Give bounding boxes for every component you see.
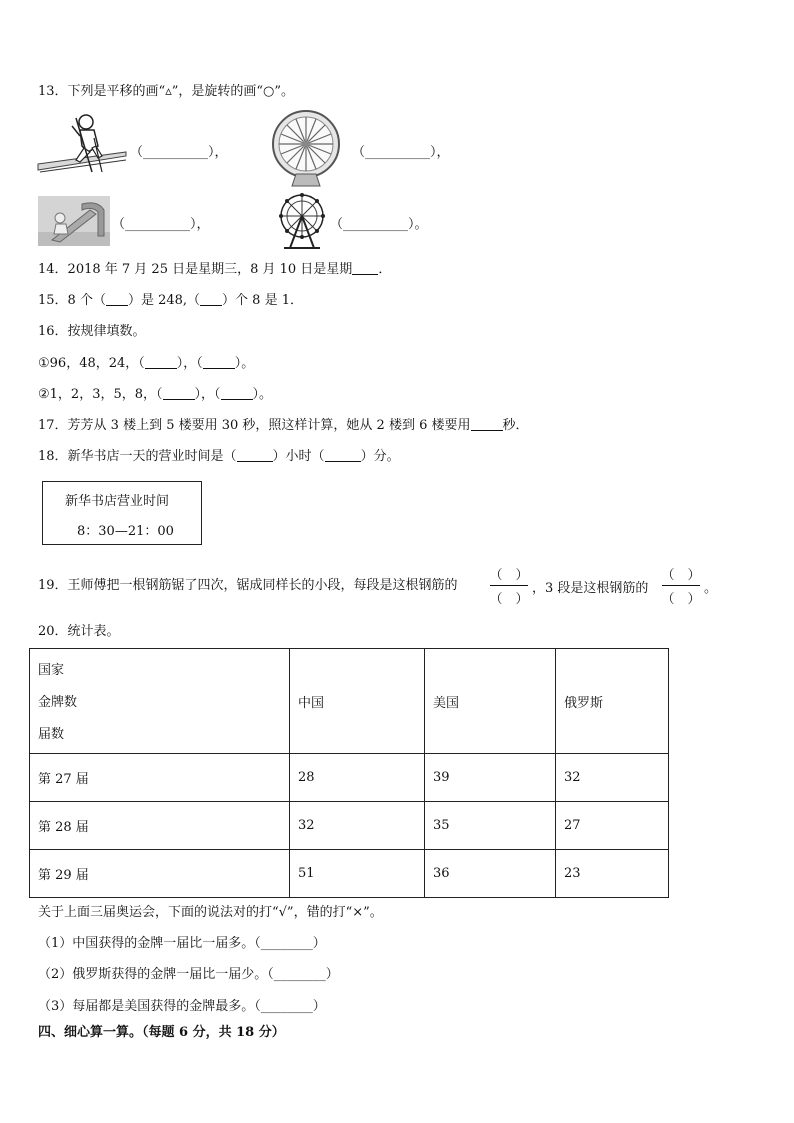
q15-blank-1[interactable] (106, 291, 128, 306)
q16-row2-seq: ②1，2，3，5，8，（ (38, 387, 163, 402)
cell-value: 36 (425, 850, 556, 898)
q19-fraction-2-denominator[interactable]: （ ） (661, 592, 701, 607)
cell-value: 51 (290, 850, 425, 898)
row-label: 第 28 届 (30, 802, 290, 850)
cell-value: 27 (556, 802, 669, 850)
q14-after: ． (378, 262, 392, 277)
q20-statement-2[interactable]: （2）俄罗斯获得的金牌一届比一届少。（________） (38, 967, 339, 982)
header-medal-count: 金牌数 (38, 695, 78, 710)
column-header-china: 中国 (290, 649, 425, 754)
table-corner-header (30, 649, 290, 754)
q20-statement-1[interactable]: （1）中国获得的金牌一届比一届多。（________） (38, 936, 326, 951)
cell-value: 35 (425, 802, 556, 850)
q20-statement-3[interactable]: （3）每届都是美国获得的金牌最多。（________） (38, 999, 326, 1014)
slide-image (38, 196, 110, 246)
q19-fraction-2-numerator[interactable]: （ ） (661, 568, 701, 583)
q13-answer-3[interactable]: （__________）， (112, 217, 210, 232)
business-hours-box (42, 481, 202, 545)
q17-before: 17．芳芳从 3 楼上到 5 楼要用 30 秒，照这样计算，她从 2 楼到 6 楼要用 (38, 418, 471, 433)
cell-value: 39 (425, 754, 556, 802)
q18-part2: ）小时（ (272, 449, 325, 464)
q15-text (38, 291, 303, 310)
q19-fraction-2[interactable] (660, 564, 702, 608)
q16-row2-end: ）。 (252, 387, 273, 402)
q16-row1-end: ）。 (234, 356, 255, 371)
column-header-usa: 美国 (425, 649, 556, 754)
q17-text (38, 416, 529, 435)
q14-blank[interactable] (352, 260, 378, 275)
windmill-image (270, 108, 342, 188)
q20-title: 20．统计表。 (38, 624, 120, 639)
q15-part1: 15．8 个（ (38, 293, 106, 308)
table-row (30, 802, 669, 850)
table-row (30, 754, 669, 802)
q13-answer-4[interactable]: （__________）。 (330, 217, 428, 232)
q18-blank-1[interactable] (237, 447, 273, 462)
column-header-russia: 俄罗斯 (556, 649, 669, 754)
q18-text (38, 447, 400, 466)
q15-blank-2[interactable] (200, 291, 222, 306)
q16-title: 16．按规律填数。 (38, 324, 146, 339)
q20-instruction: 关于上面三届奥运会，下面的说法对的打“√”，错的打“×”。 (38, 905, 383, 920)
header-session: 届数 (38, 727, 65, 742)
q19-fraction-1[interactable] (488, 564, 530, 608)
row-label: 第 27 届 (30, 754, 290, 802)
q14-before: 14．2018 年 7 月 25 日是星期三，8 月 10 日是星期 (38, 262, 353, 277)
skier-image (36, 112, 128, 178)
q19-text-1: 19．王师傅把一根钢筋锯了四次，锯成同样长的小段，每段是这根钢筋的 (38, 578, 458, 593)
q17-after: 秒． (502, 418, 529, 433)
q17-blank[interactable] (471, 416, 503, 431)
q16-row2 (38, 385, 272, 404)
q15-part3: ）个 8 是 1． (222, 293, 303, 308)
header-country: 国家 (38, 663, 65, 678)
q18-part3: ）分。 (360, 449, 400, 464)
q19-fraction-1-numerator[interactable]: （ ） (489, 568, 529, 583)
q16-row1-blank-2[interactable] (203, 354, 235, 369)
row-label: 第 29 届 (30, 850, 290, 898)
cell-value: 32 (556, 754, 669, 802)
medal-statistics-table (29, 648, 669, 898)
q16-row1-mid: ），（ (176, 356, 203, 371)
table-row (30, 850, 669, 898)
q19-text-3: 。 (704, 581, 718, 596)
q16-row1 (38, 354, 254, 373)
business-hours-title: 新华书店营业时间 (65, 494, 170, 509)
section4-title: 四、细心算一算。（每题 6 分，共 18 分） (38, 1025, 285, 1040)
fraction-bar (490, 585, 528, 586)
q16-row1-seq: ①96，48，24，（ (38, 356, 145, 371)
cell-value: 32 (290, 802, 425, 850)
q13-title: 13．下列是平移的画“▵”，是旋转的画“○”。 (38, 84, 294, 99)
q19-text-2: ，3 段是这根钢筋的 (532, 581, 649, 596)
q14-text (38, 260, 391, 279)
q19-fraction-1-denominator[interactable]: （ ） (489, 592, 529, 607)
fraction-bar (662, 585, 700, 586)
cell-value: 23 (556, 850, 669, 898)
q16-row1-blank-1[interactable] (145, 354, 177, 369)
q16-row2-blank-1[interactable] (163, 385, 195, 400)
q15-part2: ）是 248,（ (127, 293, 201, 308)
table-header-row (30, 649, 669, 754)
q16-row2-blank-2[interactable] (221, 385, 253, 400)
q13-answer-1[interactable]: （__________）， (130, 145, 228, 160)
cell-value: 28 (290, 754, 425, 802)
ferris-wheel-image (276, 192, 328, 250)
q13-answer-2[interactable]: （__________）， (352, 145, 450, 160)
business-hours-time: 8：30—21：00 (77, 524, 174, 539)
q18-blank-2[interactable] (325, 447, 361, 462)
q18-part1: 18．新华书店一天的营业时间是（ (38, 449, 237, 464)
q16-row2-mid: ），（ (194, 387, 221, 402)
